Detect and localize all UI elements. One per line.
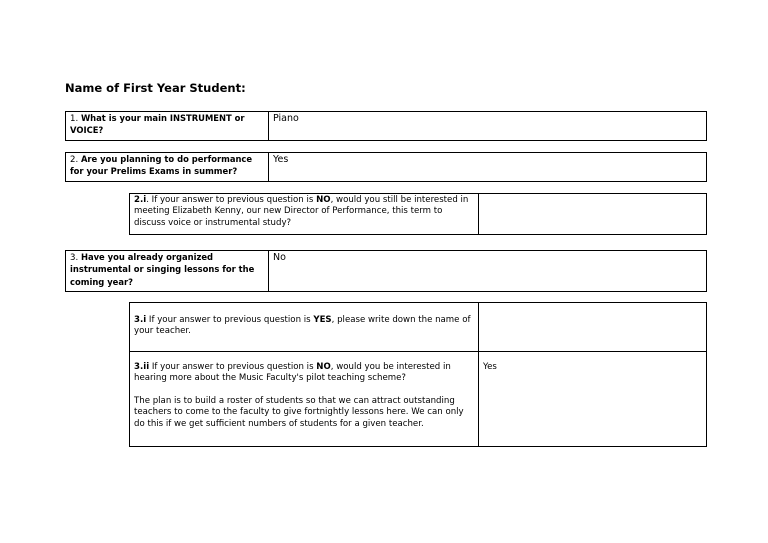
question-1-text: What is your main INSTRUMENT or VOICE? [70, 113, 245, 136]
question-1-number: 1. [70, 114, 81, 124]
question-3ii-paragraph-1 [134, 362, 474, 385]
question-3-answer[interactable]: No [269, 251, 707, 292]
question-3-number: 3. [70, 253, 81, 263]
question-3-table [65, 250, 707, 292]
question-2-answer[interactable]: Yes [269, 153, 707, 182]
student-name-label: Name of First Year Student: [65, 81, 246, 95]
question-2i-answer[interactable] [479, 194, 707, 235]
question-3i-answer[interactable] [479, 303, 707, 352]
question-2i-number: 2.i [134, 195, 147, 205]
question-2i-text-pre: . If your answer to previous question is [146, 195, 317, 205]
question-3ii-cell [130, 352, 479, 447]
question-1-cell [66, 112, 269, 141]
question-3-text: Have you already organized instrumental or singing lessons for the coming year? [70, 252, 255, 287]
question-1-table [65, 111, 707, 141]
question-3ii-answer[interactable]: Yes [479, 352, 707, 447]
question-2i-cell [130, 194, 479, 235]
question-3ii-text-post: , would you be interested in hearing more about the Music Faculty's pilot teaching scheme? [134, 362, 451, 384]
question-3ii-text-pre: If your answer to previous question is [149, 362, 317, 372]
question-3i-cell [130, 303, 479, 352]
question-2i-table [129, 193, 707, 235]
question-3i-text-pre: If your answer to previous question is [146, 315, 314, 325]
question-3i-text-post: , please write down the name of your teacher. [134, 315, 471, 337]
question-3-cell [66, 251, 269, 292]
question-3i-keyword: YES [313, 315, 332, 325]
question-2i-text-post: , would you still be interested in meeting Elizabeth Kenny, our new Director of Performance, this term to discuss voice or instrumental study? [134, 195, 469, 228]
question-3i-number: 3.i [134, 315, 147, 325]
question-3ii-keyword: NO [316, 362, 331, 372]
question-2-text: Are you planning to do performance for your Prelims Exams in summer? [70, 154, 253, 177]
question-3ii-number: 3.ii [134, 362, 150, 372]
question-2-number: 2. [70, 155, 81, 165]
question-2-table [65, 152, 707, 182]
question-3ii-paragraph-2: The plan is to build a roster of students so that we can attract outstanding teachers to come to the faculty to give fortnightly lessons here. We can only do this if we get sufficient numbers of students for a given teacher. [134, 395, 464, 429]
question-3-followup-table [129, 302, 707, 447]
question-2i-keyword: NO [316, 195, 331, 205]
question-2-cell [66, 153, 269, 182]
question-1-answer[interactable]: Piano [269, 112, 707, 141]
